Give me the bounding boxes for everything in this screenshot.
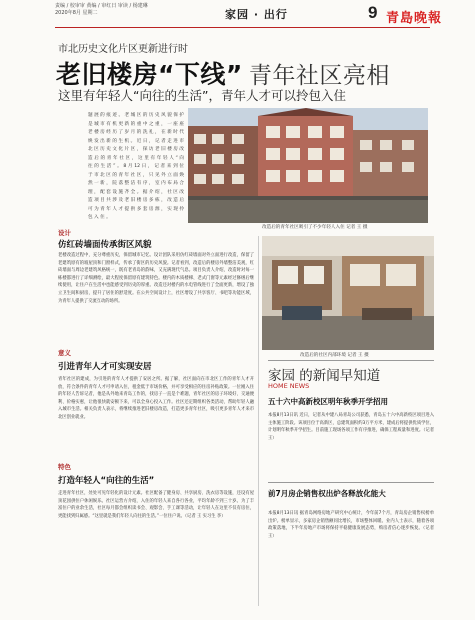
header-divider — [55, 27, 430, 28]
building-photo — [188, 108, 428, 223]
section1-title: 仿红砖墙面传承街区风貌 — [58, 240, 152, 250]
page-header — [0, 0, 475, 30]
news2-body: 本报8月13日讯 据青岛网络房地产研究中心统计，今年前7个月，青岛房企销售权榜单出炉。榜单显示，多家房企销售额同比增长，市场整体回暖。业内人士表示，随着各项政策落地，下半年房地产市场将保持平稳健康发展态势，购房者信心逐步恢复。（记者 王） — [268, 511, 434, 539]
section1-tag: 设计 — [58, 229, 71, 237]
photo1-caption: 改造后的青年社区吸引了不少年轻人入住 记者 王 摄 — [262, 225, 368, 230]
section3-tag: 特色 — [58, 463, 71, 471]
lead-paragraph: 题 展 的 痕 迹 。 老 城 区 的 历 史 风 貌 保 护 是 城 市 有 机 更 新 的 重 中 之 重 ， 一 座 座 老 楼 房 经 历 了 岁 月 的 洗 礼 ， 在 新 时 代 焕 发 出 新 的 生 机 。 近 日 ， 记 者 走 进 市 北 区 历 史 文 化 片 区 ， 探 访 老 旧 楼 房 改 造 后 的 青 年 社 区 ， 这 里 有 年 轻 人 “ 向 往 的 生 活 ” 。 8 月 12 日 ， 记 者 来 到 位 于 市 北 区 的 青 年 社 区 ， 只 见 外 立 面 焕 然 一 新 ， 院 落 整 洁 有 序 ， 室 内 布 局 合 理 ， 配 套 设 施 齐 全 。 据 介 绍 ， 社 区 改 造 项 目 共 涉 及 老 旧 楼 房 多 栋 ， 改 造 后 可 为 青 年 人 才 提 供 多 套 房 源 ， 实 现 拎 包 入 住 。 — [88, 113, 184, 220]
section2-tag: 意义 — [58, 349, 71, 357]
headline-deck: 这里有年轻人“向往的生活”，青年人才可以拎包入住 — [58, 88, 346, 103]
headline-sub: 青年社区亮相 — [248, 63, 390, 89]
section3-title: 打造年轻人“向往的生活” — [58, 476, 155, 486]
header-editors: 责编 / 校审审 黄编 / 审红日 审读 / 杨建琳 — [55, 3, 148, 9]
header-date: 2020年8月 星期二 — [55, 10, 98, 16]
building-illustration — [188, 108, 428, 223]
headline-kicker: 市北历史文化片区更新进行时 — [58, 44, 188, 55]
news2-title: 前7月房企销售权出炉各释放化能大 — [268, 489, 386, 498]
section2-body: 青年社区的建成，为引进的青年人才提供了安居之所。据了解，社区面向在市北区工作的青年人才开放，符合条件的青年人才可申请入住，租金低于市场价格，并可享受相应的住房补贴政策。一位刚入住的年轻人告诉记者，他是从外地来青岛工作的，找房子一直是个难题，青年社区的房子环境好、交通便利、价格实惠，让他很快就安顿下来，可以全身心投入工作。社区还定期组织各类活动，帮助年轻人融入城市生活。相关负责人表示，将继续推进老旧楼房改造，打造更多青年社区，吸引更多青年人才来市北区创业就业。 — [58, 377, 254, 420]
header-meta — [55, 3, 148, 17]
newspaper-logo: 青島晚報 — [386, 11, 443, 26]
sidebar-top-rule — [268, 360, 434, 361]
interior-photo — [262, 236, 434, 350]
interior-illustration — [262, 236, 434, 350]
headline-main: 老旧楼房“下线” — [56, 60, 243, 89]
section3-body: 走进青年社区，处处可见年轻化的设计元素。社区配备了健身房、共享厨房、洗衣房等设施，还设有屋顶花园供住户休闲娱乐。社区运营方介绍，入住的年轻人来自各行各业，平均年龄不到三十岁。为了丰富住户的业余生活，社区每月都会组织读书会、观影会、手工课等活动，让年轻人在这里不仅有房住，更能找到归属感。“这里就是我们年轻人向往的生活。”一位住户说。（记者 王 实习生 李） — [58, 491, 254, 519]
sidebar-section-subtitle: HOME NEWS — [268, 382, 310, 390]
news1-body: 本报8月13日讯 近日，记者从中建八局青岛公司获悉，青岛五十六中高新校区项目进入主体施工阶段。该项目位于高新区，总建筑面积约3万平方米，建成后将提供优质学位，计划明年秋季开学招生。目前施工现场各项工作有序推进，确保工程质量和进度。（记者 王） — [268, 413, 435, 441]
sidebar-section-title: 家园 的新闻早知道 — [268, 368, 381, 384]
section2-title: 引进青年人才可实现安居 — [58, 362, 152, 372]
news-divider — [268, 482, 434, 483]
section-title: 家园 · 出行 — [225, 8, 288, 21]
column-divider — [258, 236, 259, 606]
photo2-caption: 改造后的社区内部环境 记者 王 摄 — [300, 353, 369, 358]
section1-body: 老楼改造过程中，充分尊重历史，保留城市记忆。设计团队采用仿红砖墙面对外立面进行改造，保留了老建筑原有的坡屋顶和门窗样式，传承了街区的历史风貌。记者看到，改造后的楼房外墙整洁美观，红砖墙面与周边老建筑风格统一，既有老青岛的韵味，又充满现代气息。项目负责人介绍，改造时对每一栋楼都进行了详细测绘，最大程度保留原有建筑特色。楼内的木质楼梯、老式门窗等元素经过修缮后继续使用，让住户在生活中也能感受到历史的厚重。改造还对楼内的水电管线进行了全面更新，增设了独立卫生间和厨房，提升了居住的舒适度。在公共空间设计上，社区增设了共享客厅、书吧等功能区域，为青年人提供了交流互动的场所。 — [58, 253, 254, 304]
page-number: 9 — [368, 3, 378, 22]
news1-title: 五十六中高新校区明年秋季开学招用 — [268, 397, 388, 406]
